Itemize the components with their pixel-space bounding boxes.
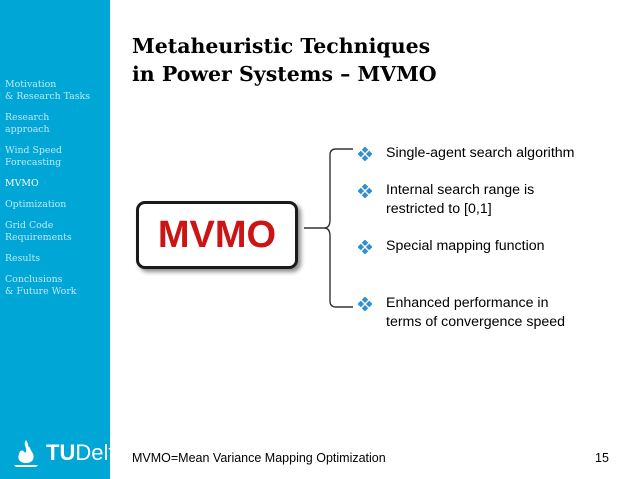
sidebar-item-optimization[interactable]: Optimization (5, 199, 67, 210)
tudelft-logo (12, 438, 121, 468)
diamond-bullet-icon (358, 297, 372, 311)
page-number: 15 (595, 451, 609, 465)
diamond-bullet-icon (358, 147, 372, 161)
flame-icon (12, 438, 40, 468)
sidebar-item-research-approach[interactable]: Research approach (5, 112, 50, 135)
diamond-bullet-icon (358, 240, 372, 254)
diamond-bullet-icon (358, 184, 372, 198)
bullet-item: Enhanced performance in terms of convergence speed (358, 294, 618, 332)
sidebar-item-conclusions[interactable]: Conclusions & Future Work (5, 274, 77, 297)
sidebar-item-wind-speed-forecasting[interactable]: Wind Speed Forecasting (5, 145, 63, 168)
logo-wordmark: TUDelft (46, 440, 121, 465)
mvmo-box (136, 201, 298, 269)
sidebar-item-grid-code-requirements[interactable]: Grid Code Requirements (5, 220, 72, 243)
bullet-item: Single-agent search algorithm (358, 144, 618, 163)
sidebar (0, 0, 121, 479)
curly-brace-connector (300, 145, 358, 315)
sidebar-item-mvmo[interactable]: MVMO (5, 178, 39, 189)
sidebar-item-results[interactable]: Results (5, 253, 41, 264)
slide-title: Metaheuristic Techniques in Power Systems – MVMO (132, 34, 437, 86)
sidebar-nav (5, 79, 109, 307)
mvmo-label: MVMO (157, 213, 277, 256)
bullet-item: Special mapping function (358, 237, 618, 256)
sidebar-item-motivation[interactable]: Motivation & Research Tasks (5, 79, 91, 102)
bullet-item: Internal search range is restricted to [0,1] (358, 181, 618, 219)
footer-note: MVMO=Mean Variance Mapping Optimization (132, 451, 386, 465)
